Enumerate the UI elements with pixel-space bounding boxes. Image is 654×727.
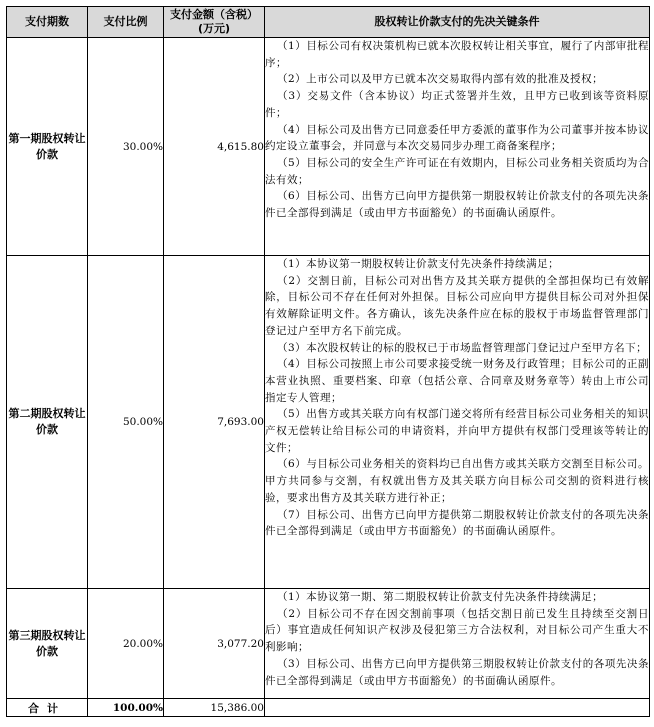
ratio-cell: 30.00% [88,38,164,256]
table-row [7,256,650,589]
amount-cell: 3,077.20 [164,589,265,699]
ratio-cell: 20.00% [88,589,164,699]
ratio-cell: 50.00% [88,256,164,589]
condition-item: （4）目标公司按照上市公司要求接受统一财务及行政管理；目标公司的正副本营业执照、重要档案、印章（包括公章、合同章及财务章等）转由上市公司指定专人管理； [265,358,649,404]
header-amount [164,7,265,38]
table-row [7,589,650,699]
amount-cell: 4,615.80 [164,38,265,256]
condition-item: （3）交易文件（含本协议）均正式签署并生效，且甲方已收到该等资料原件； [265,90,649,119]
condition-item: （1）本协议第一期、第二期股权转让价款支付先决条件持续满足； [277,591,604,603]
conditions-cell [265,256,650,589]
total-ratio: 100.00% [88,699,164,717]
period-cell: 第三期股权转让价款 [7,589,88,699]
total-amount: 15,386.00 [164,699,265,717]
condition-item: （6）与目标公司业务相关的资料均已自出售方或其关联方交割至目标公司。甲方共同参与交割，有权就出售方及其关联方向目标公司交割的资料进行核验，要求出售方及其关联方进行补正； [265,458,649,504]
header-conditions: 股权转让价款支付的先决关键条件 [265,7,650,38]
condition-item: （7）目标公司、出售方已向甲方提供第二期股权转让价款支付的各项先决条件已全部得到满足（或由甲方书面豁免）的书面确认函原件。 [265,508,649,538]
total-empty-cell [265,699,650,717]
condition-item: （4）目标公司及出售方已同意委任甲方委派的董事作为公司董事并按本协议约定设立董事会，并同意与本次交易同步办理工商备案程序； [265,123,649,153]
condition-item: （5）目标公司的安全生产许可证在有效期内，目标公司业务相关资质均为合法有效； [265,156,649,186]
condition-item: （6）目标公司、出售方已向甲方提供第一期股权转让价款支付的各项先决条件已全部得到满足（或由甲方书面豁免）的书面确认函原件。 [265,190,649,220]
conditions-cell [265,589,650,699]
header-amount-line2: (万元) [197,22,231,35]
header-ratio: 支付比例 [88,7,164,38]
total-label: 合计 [7,699,88,717]
header-amount-line1: 支付金额（含税） [170,8,258,21]
condition-item: （5）出售方或其关联方向有权部门递交将所有经营目标公司业务相关的知识产权无偿转让给目标公司的申请资料，并向甲方提供有权部门受理该等转让的文件； [265,408,649,454]
table-row [7,38,650,256]
condition-item: （3）本次股权转让的标的股权已于市场监督管理部门登记过户至甲方名下； [277,341,648,354]
period-cell: 第二期股权转让价款 [7,256,88,589]
payment-terms-table [6,6,650,717]
condition-item: （2）交割日前，目标公司对出售方及其关联方提供的全部担保均已有效解除，目标公司不存在任何对外担保。目标公司应向甲方提供目标公司对外担保有效解除证明文件。各方确认，该先决条件应在标的股权于市场监督管理部门登记过户至甲方名下前完成。 [265,274,649,337]
condition-item: （2）目标公司不存在因交割前事项（包括交割日前已发生且持续至交割日后）事宜造成任何知识产权涉及侵犯第三方合法权利，对目标公司产生重大不利影响； [265,607,649,654]
header-period: 支付期数 [7,7,88,38]
amount-cell: 7,693.00 [164,256,265,589]
condition-item: （3）目标公司、出售方已向甲方提供第三期股权转让价款支付的各项先决条件已全部得到满足（或由甲方书面豁免）的书面确认函原件。 [265,657,649,687]
condition-item: （2）上市公司以及甲方已就本次交易取得内部有效的批准及授权； [277,73,604,86]
conditions-cell [265,38,650,256]
condition-item: （1）本协议第一期股权转让价款支付先决条件持续满足； [277,258,560,270]
header-row [7,7,650,38]
condition-item: （1）目标公司有权决策机构已就本次股权转让相关事宜，履行了内部审批程序； [265,40,649,69]
total-row [7,699,650,717]
period-cell: 第一期股权转让价款 [7,38,88,256]
